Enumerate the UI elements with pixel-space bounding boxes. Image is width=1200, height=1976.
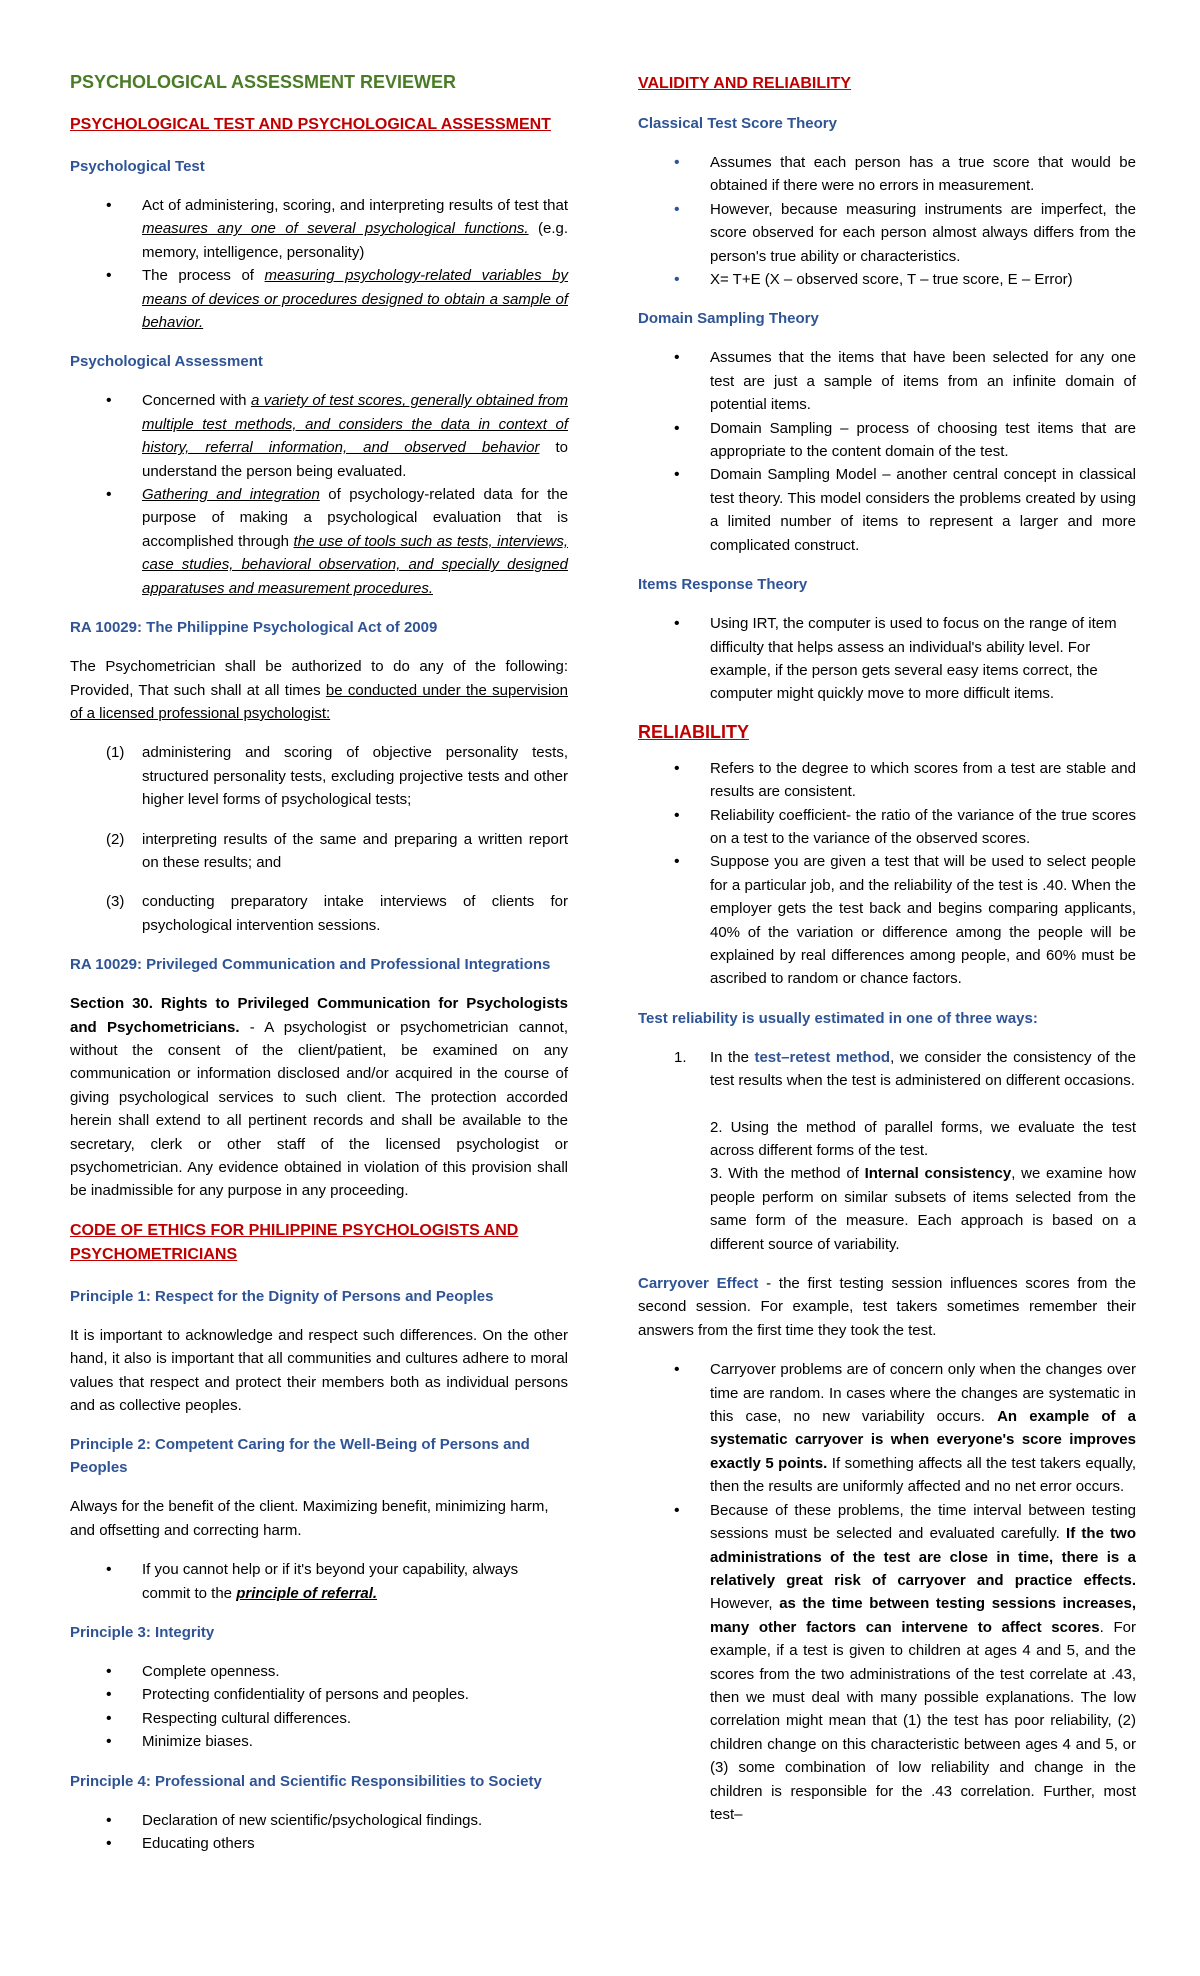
list-item: • Complete openness. [70, 1660, 568, 1683]
heading-classical-test-score-theory: Classical Test Score Theory [638, 115, 837, 132]
heading-principle-3: Principle 3: Integrity [70, 1624, 215, 1642]
list-item: • If you cannot help or if it's beyond your capability, always commit to the principle of referral. [70, 1558, 568, 1605]
list-item: (3) conducting preparatory intake interviews of clients for psychological intervention sessions. [106, 893, 568, 934]
heading-domain-sampling-theory: Domain Sampling Theory [638, 310, 819, 328]
principle-2-text: Always for the benefit of the client. Maximizing benefit, minimizing harm, and offsetting and correcting harm. [70, 1498, 549, 1539]
left-column [70, 72, 568, 1872]
list-item: 3. With the method of Internal consistency, we examine how people perform on similar subsets of items selected from the same form of the measure. Each approach is based on a different source of variability. [710, 1165, 1136, 1253]
principle-2-list [70, 1558, 568, 1605]
three-ways-list [638, 1046, 1136, 1256]
document-title: PSYCHOLOGICAL ASSESSMENT REVIEWER [70, 72, 457, 92]
heading-ra-act: RA 10029: The Philippine Psychological Act of 2009 [70, 619, 438, 637]
list-item: • Protecting confidentiality of persons and peoples. [70, 1683, 568, 1706]
dst-list [638, 346, 1136, 557]
list-item: 2. Using the method of parallel forms, we evaluate the test across different forms of the test. [710, 1118, 1136, 1159]
ctst-list [638, 151, 1136, 291]
list-item: • X= T+E (X – observed score, T – true score, E – Error) [638, 268, 1136, 291]
list-item: • Gathering and integration of psychology-related data for the purpose of making a psychological evaluation that is accomplished through the use of tools such as tests, interviews, case studies, behavioral observation, and specially designed apparatuses and measurement procedures. [70, 483, 568, 600]
principle-1-text: It is important to acknowledge and respect such differences. On the other hand, it also is important that all communities and cultures adhere to moral values that respect and protect their members both as individual persons and as collective peoples. [70, 1326, 568, 1415]
heading-ra-privileged: RA 10029: Privileged Communication and Professional Integrations [70, 956, 551, 974]
ra-act-list [70, 741, 568, 937]
heading-principle-2: Principle 2: Competent Caring for the Well-Being of Persons and Peoples [70, 1436, 530, 1477]
section-title-reliability: RELIABILITY [638, 721, 749, 742]
list-item: 1. In the test–retest method, we consider the consistency of the test results when the test is administered on different occasions. [674, 1048, 1136, 1090]
heading-items-response-theory: Items Response Theory [638, 576, 808, 594]
section-title-test-assessment: PSYCHOLOGICAL TEST AND PSYCHOLOGICAL ASSESSMENT [70, 116, 551, 133]
list-item: • Refers to the degree to which scores from a test are stable and results are consistent. [638, 757, 1136, 804]
heading-psychological-assessment: Psychological Assessment [70, 353, 263, 371]
list-item: • Because of these problems, the time interval between testing sessions must be selected and evaluated carefully. If the two administrations of the test are close in time, there is a relatively great risk of carryover and practice effects. However, as the time between testing sessions increases, many other factors can intervene to affect scores. For example, if a test is given to children at ages 4 and 5, and the scores from the two administrations of the test correlate at .43, then we must deal with many possible explanations. The low correlation might mean that (1) the test has poor reliability, (2) children change on this characteristic between ages 4 and 5, or (3) some combination of low reliability and change in the children is responsible for the .43 correlation. Further, most test– [638, 1499, 1136, 1827]
list-item: • Using IRT, the computer is used to focus on the range of item difficulty that helps assess an individual's ability level. For example, if the person gets several easy items correct, the computer might quickly move to more difficult items. [638, 612, 1136, 706]
list-item: • Respecting cultural differences. [70, 1707, 568, 1730]
reliability-list [638, 757, 1136, 991]
list-item: • Educating others [70, 1832, 568, 1855]
list-item: • Domain Sampling – process of choosing test items that are appropriate to the content domain of the test. [638, 417, 1136, 464]
list-item: • Act of administering, scoring, and interpreting results of test that measures any one of several psychological functions. (e.g. memory, intelligence, personality) [70, 194, 568, 264]
carryover-definition: Carryover Effect - the first testing session influences scores from the second session. For example, test takers sometimes remember their answers from the first time they took the test. [638, 1275, 1137, 1339]
section-title-validity-reliability: VALIDITY AND RELIABILITY [638, 75, 852, 92]
list-item: (2) interpreting results of the same and preparing a written report on these results; and [106, 830, 568, 871]
list-item: • Reliability coefficient- the ratio of the variance of the true scores on a test to the variance of the observed scores. [638, 804, 1136, 851]
list-item: • Domain Sampling Model – another central concept in classical test theory. This model considers the problems created by using a limited number of items to represent a larger and more complicated construct. [638, 463, 1136, 557]
list-item: • Assumes that each person has a true score that would be obtained if there were no errors in measurement. [638, 151, 1136, 198]
heading-three-ways: Test reliability is usually estimated in one of three ways: [638, 1009, 1038, 1027]
section-30-text: Section 30. Rights to Privileged Communication for Psychologists and Psychometricians. - A psychologist or psychometrician cannot, without the consent of the client/patient, be examined on any communication or information disclosed and/or acquired in the course of giving psychological services to such client. The protection accorded herein shall extend to all pertinent records and shall be available to the secretary, clerk or other staff of the licensed psychologist or psychometrician. Any evidence obtained in violation of this provision shall be inadmissible for any purpose in any proceeding. [70, 995, 568, 1200]
list-item: • Concerned with a variety of test scores, generally obtained from multiple test methods, and considers the data in context of history, referral information, and observed behavior to understand the person being evaluated. [70, 389, 568, 483]
list-item: (1) administering and scoring of objective personality tests, structured personality tests, excluding projective tests and other higher level forms of psychological tests; [106, 744, 568, 809]
principle-3-list [70, 1660, 568, 1754]
principle-4-list [70, 1809, 568, 1856]
list-item: • Carryover problems are of concern only when the changes over time are random. In cases where the changes are systematic in this case, no new variability occurs. An example of a systematic carryover is when everyone's score improves exactly 5 points. If something affects all the test takers equally, then the results are uniformly affected and no net error occurs. [638, 1358, 1136, 1498]
list-item: • Suppose you are given a test that will be used to select people for a particular job, and the reliability of the test is .40. When the employer gets the test back and begins comparing applicants, 40% of the variation or difference among the people will be explained by real differences among people, and 60% must be ascribed to random or chance factors. [638, 850, 1136, 990]
carryover-list [638, 1358, 1136, 1826]
heading-principle-1: Principle 1: Respect for the Dignity of Persons and Peoples [70, 1287, 494, 1305]
list-item: • However, because measuring instruments are imperfect, the score observed for each person almost always differs from the person's true ability or characteristics. [638, 198, 1136, 268]
list-item: • Assumes that the items that have been selected for any one test are just a sample of items from an infinite domain of potential items. [638, 346, 1136, 416]
list-item: • The process of measuring psychology-related variables by means of devices or procedures designed to obtain a sample of behavior. [70, 264, 568, 334]
section-title-code-of-ethics: CODE OF ETHICS FOR PHILIPPINE PSYCHOLOGISTS AND PSYCHOMETRICIANS [70, 1221, 519, 1263]
list-item: • Minimize biases. [70, 1730, 568, 1753]
psych-test-list [70, 194, 568, 334]
heading-principle-4: Principle 4: Professional and Scientific Responsibilities to Society [70, 1772, 542, 1790]
irt-list [638, 612, 1136, 706]
right-column [638, 72, 1136, 1842]
ra-act-intro: The Psychometrician shall be authorized to do any of the following: Provided, That such shall at all times be conducted under the supervision of a licensed professional psychologist: [70, 658, 568, 722]
list-item: • Declaration of new scientific/psychological findings. [70, 1809, 568, 1832]
heading-psychological-test: Psychological Test [70, 158, 205, 175]
psych-assessment-list [70, 389, 568, 600]
